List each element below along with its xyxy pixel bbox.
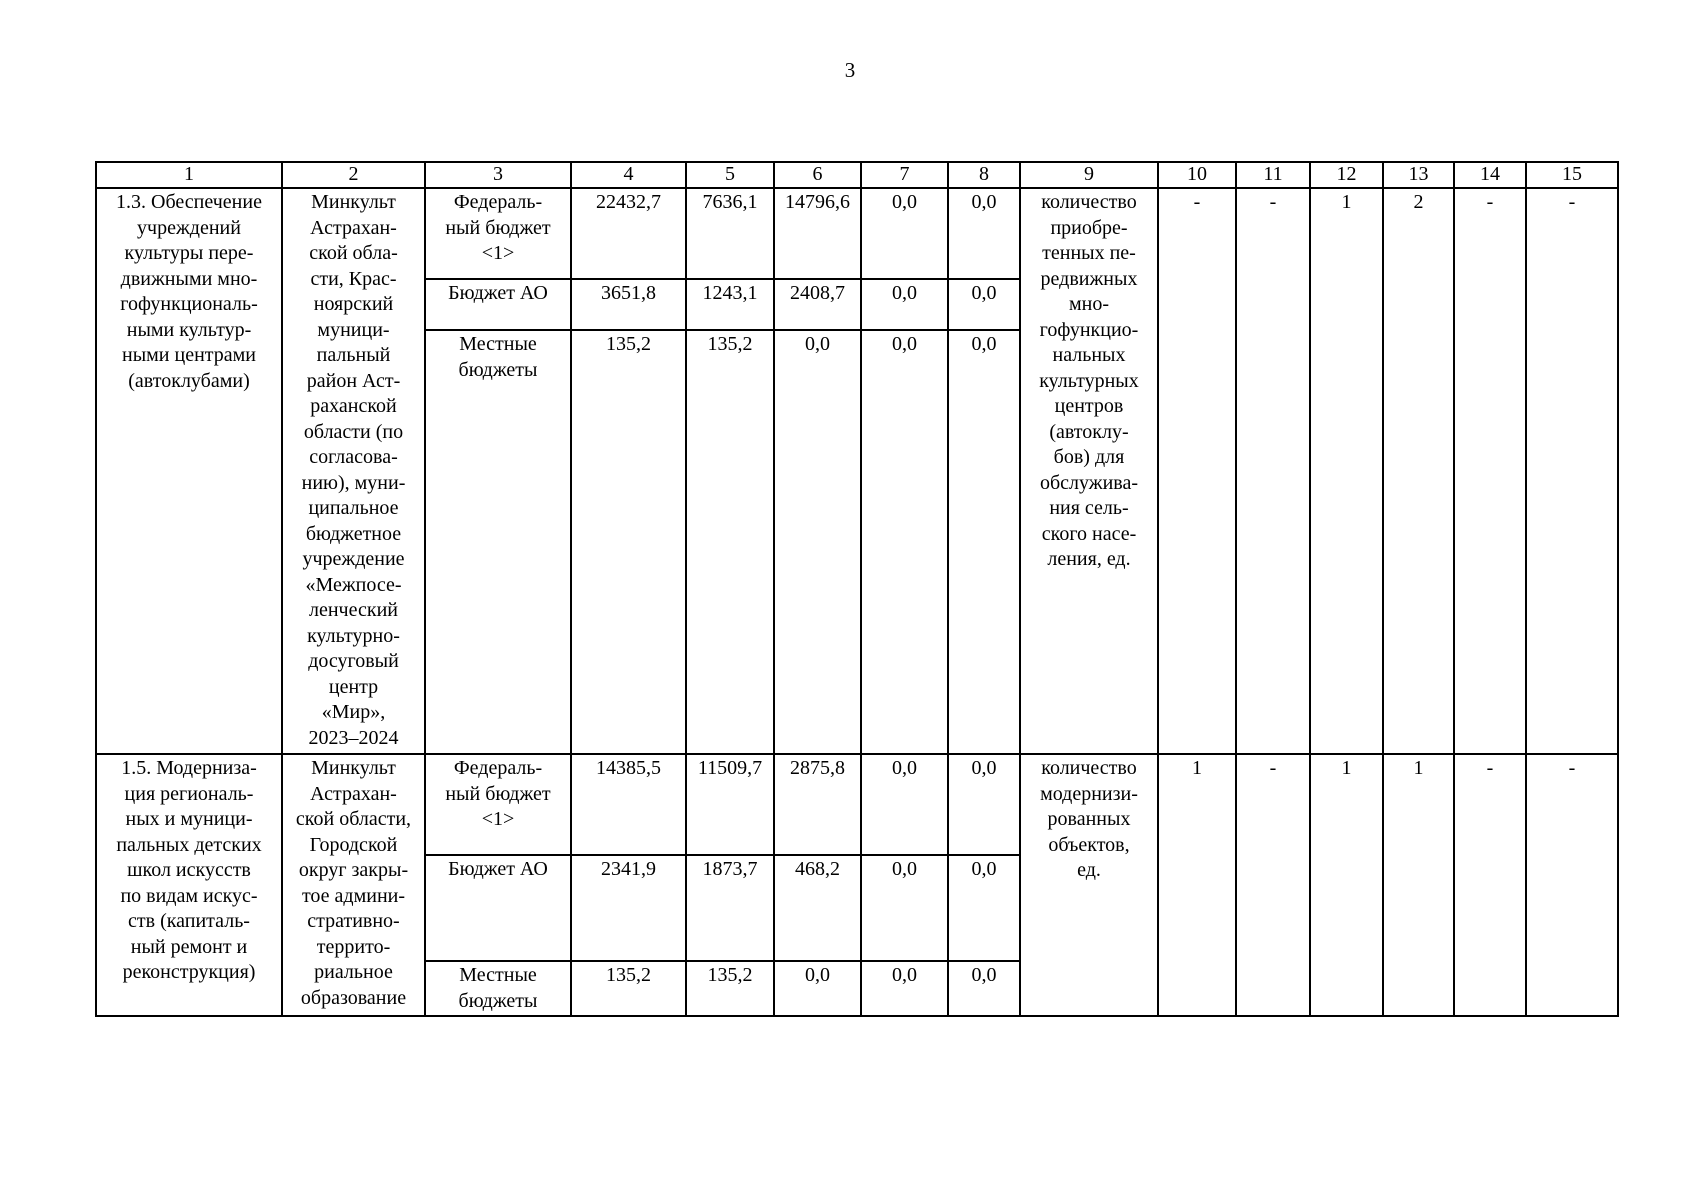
table-row [96,754,1618,855]
activity-name: 1.3. Обеспечение учреждений культуры пере- движными мно- гофункциональ- ными культур- ными центрами (автоклубами) [96,188,282,754]
program-activities-table [95,161,1619,1017]
value-cell: 135,2 [571,961,686,1016]
value-cell: 0,0 [861,279,948,330]
funding-source: Местные бюджеты [425,330,571,754]
funding-source: Федераль- ный бюджет <1> [425,188,571,279]
value-cell: 14385,5 [571,754,686,855]
value-cell: 0,0 [861,330,948,754]
value-cell: 1 [1383,754,1454,1016]
value-cell: - [1454,188,1526,754]
value-cell: 0,0 [948,961,1020,1016]
value-cell: 0,0 [948,855,1020,961]
value-cell: 0,0 [861,855,948,961]
value-cell: 0,0 [861,754,948,855]
funding-source: Бюджет АО [425,279,571,330]
column-number: 12 [1310,162,1383,188]
table-row [96,188,1618,279]
value-cell: 11509,7 [686,754,774,855]
value-cell: - [1158,188,1236,754]
value-cell: 1873,7 [686,855,774,961]
value-cell: 135,2 [571,330,686,754]
value-cell: 0,0 [948,754,1020,855]
page-number: 3 [844,58,856,82]
activity-name: 1.5. Модерниза- ция региональ- ных и муници- пальных детских школ искусств по видам искус- ств (капиталь- ный ремонт и реконструкция) [96,754,282,1016]
funding-source: Местные бюджеты [425,961,571,1016]
column-number: 3 [425,162,571,188]
column-number: 9 [1020,162,1158,188]
funding-source: Федераль- ный бюджет <1> [425,754,571,855]
value-cell: - [1236,188,1310,754]
column-number: 13 [1383,162,1454,188]
value-cell: 0,0 [861,961,948,1016]
column-number-row [96,162,1618,188]
value-cell: 468,2 [774,855,861,961]
value-cell: 3651,8 [571,279,686,330]
column-number: 1 [96,162,282,188]
value-cell: 2875,8 [774,754,861,855]
value-cell: 22432,7 [571,188,686,279]
value-cell: 2408,7 [774,279,861,330]
value-cell: 1 [1158,754,1236,1016]
value-cell: 14796,6 [774,188,861,279]
column-number: 4 [571,162,686,188]
column-number: 10 [1158,162,1236,188]
value-cell: - [1526,754,1618,1016]
value-cell: 0,0 [774,961,861,1016]
value-cell: - [1526,188,1618,754]
value-cell: 0,0 [861,188,948,279]
activity-executor: Минкульт Астрахан- ской обла- сти, Крас- ноярский муници- пальный район Аст- раханской области (по согласова- нию), муни- ципальное бюджетное учреждение «Межпосе- ленческий культурно- досуговый центр «Мир», 2023–2024 [282,188,425,754]
column-number: 11 [1236,162,1310,188]
column-number: 14 [1454,162,1526,188]
activity-executor: Минкульт Астрахан- ской области, Городской округ закры- тое админи- стративно- террито- риальное образование [282,754,425,1016]
column-number: 7 [861,162,948,188]
value-cell: 2341,9 [571,855,686,961]
indicator-text: количество модернизи- рованных объектов, ед. [1020,754,1158,1016]
value-cell: - [1236,754,1310,1016]
value-cell: 0,0 [948,330,1020,754]
column-number: 8 [948,162,1020,188]
value-cell: 1 [1310,754,1383,1016]
value-cell: - [1454,754,1526,1016]
column-number: 5 [686,162,774,188]
column-number: 6 [774,162,861,188]
value-cell: 1243,1 [686,279,774,330]
value-cell: 135,2 [686,961,774,1016]
value-cell: 0,0 [948,279,1020,330]
value-cell: 1 [1310,188,1383,754]
funding-source: Бюджет АО [425,855,571,961]
value-cell: 7636,1 [686,188,774,279]
value-cell: 135,2 [686,330,774,754]
column-number: 15 [1526,162,1618,188]
value-cell: 0,0 [774,330,861,754]
value-cell: 2 [1383,188,1454,754]
value-cell: 0,0 [948,188,1020,279]
indicator-text: количество приобре- тенных пе- редвижных мно- гофункцио- нальных культурных центров (автоклу- бов) для обслужива- ния сель- ского насе- ления, ед. [1020,188,1158,754]
column-number: 2 [282,162,425,188]
